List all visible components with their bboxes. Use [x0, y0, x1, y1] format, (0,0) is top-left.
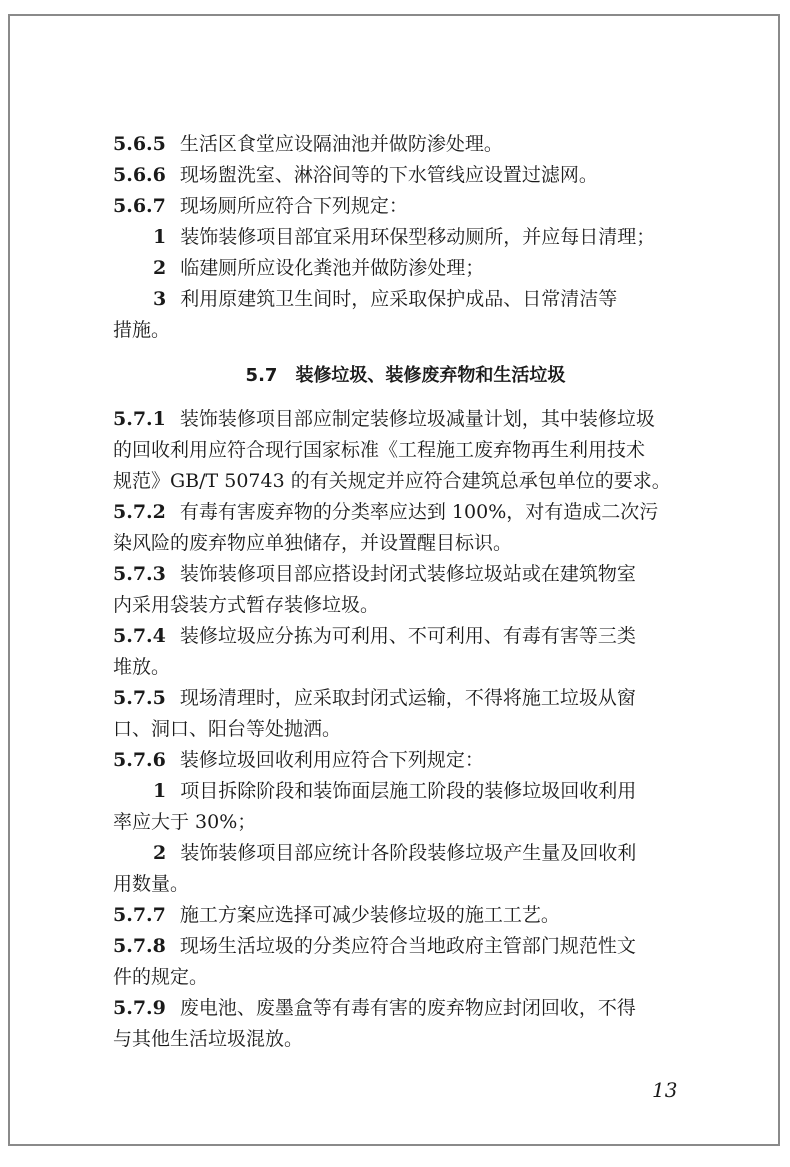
document-page [8, 14, 780, 1146]
clause-5-7-7 [113, 900, 698, 931]
clause-continued: 染风险的废弃物应单独储存，并设置醒目标识。 [113, 532, 513, 554]
clause-5-7-1 [113, 404, 698, 435]
section-heading [113, 352, 698, 400]
clause-number: 5.7.9 [113, 997, 166, 1019]
clause-continued: 内采用袋装方式暂存装修垃圾。 [113, 594, 380, 616]
clause-text: 现场盥洗室、淋浴间等的下水管线应设置过滤网。 [179, 164, 598, 186]
clause-continued: 件的规定。 [113, 966, 209, 988]
clause-5-7-2 [113, 497, 698, 528]
clause-text: 装饰装修项目部应制定装修垃圾减量计划，其中装修垃圾 [179, 408, 655, 430]
clause-text: 现场清理时，应采取封闭式运输，不得将施工垃圾从窗 [179, 687, 636, 709]
clause-number: 5.7.8 [113, 935, 166, 957]
clause-continued: 堆放。 [113, 656, 171, 678]
clause-continued: 口、洞口、阳台等处抛洒。 [113, 718, 342, 740]
list-item-1 [113, 222, 698, 253]
clause-number: 5.7.2 [113, 501, 166, 523]
clause-5-7-5 [113, 683, 698, 714]
clause-number: 5.6.5 [113, 133, 166, 155]
list-item-1 [113, 776, 698, 807]
clause-5-7-8 [113, 931, 698, 962]
clause-number: 5.7.7 [113, 904, 166, 926]
clause-text: 装修垃圾回收利用应符合下列规定： [179, 749, 484, 771]
clause-number: 5.7.5 [113, 687, 166, 709]
clause-5-6-5 [113, 129, 698, 160]
item-text: 临建厕所应设化粪池并做防渗处理； [180, 257, 485, 279]
clause-number: 5.7.6 [113, 749, 166, 771]
clause-text: 废电池、废墨盒等有毒有害的废弃物应封闭回收，不得 [179, 997, 636, 1019]
clause-number: 5.7.4 [113, 625, 166, 647]
list-item-2-continued: 用数量。 [113, 873, 190, 895]
clause-text: 生活区食堂应设隔油池并做防渗处理。 [179, 133, 503, 155]
clause-text: 装饰装修项目部应搭设封闭式装修垃圾站或在建筑物室 [179, 563, 636, 585]
clause-5-7-9 [113, 993, 698, 1024]
clause-text: 装修垃圾应分拣为可利用、不可利用、有毒有害等三类 [179, 625, 636, 647]
clause-5-7-4 [113, 621, 698, 652]
clause-5-7-3 [113, 559, 698, 590]
clause-text: 有毒有害废弃物的分类率应达到 100%，对有造成二次污 [179, 501, 659, 523]
page-content [113, 129, 698, 1055]
item-text: 装饰装修项目部宜采用环保型移动厕所，并应每日清理； [180, 226, 656, 248]
list-item-1-continued: 率应大于 30%； [113, 811, 257, 833]
clause-text: 现场生活垃圾的分类应符合当地政府主管部门规范性文 [179, 935, 636, 957]
item-number: 3 [153, 288, 167, 310]
list-item-2 [113, 838, 698, 869]
clause-text: 现场厕所应符合下列规定： [179, 195, 408, 217]
item-number: 2 [153, 842, 167, 864]
clause-5-6-7 [113, 191, 698, 222]
item-text: 项目拆除阶段和装饰面层施工阶段的装修垃圾回收利用 [180, 780, 637, 802]
clause-continued: 的回收利用应符合现行国家标准《工程施工废弃物再生利用技术 [113, 439, 646, 461]
clause-number: 5.6.6 [113, 164, 166, 186]
item-number: 2 [153, 257, 167, 279]
clause-number: 5.7.3 [113, 563, 166, 585]
item-text: 装饰装修项目部应统计各阶段装修垃圾产生量及回收利 [180, 842, 637, 864]
item-text: 利用原建筑卫生间时，应采取保护成品、日常清洁等 [180, 288, 618, 310]
clause-number: 5.7.1 [113, 408, 166, 430]
clause-continued: 规范》GB/T 50743 的有关规定并应符合建筑总承包单位的要求。 [113, 470, 671, 492]
section-number: 5.7 [245, 365, 278, 386]
item-number: 1 [153, 780, 167, 802]
list-item-3-continued: 措施。 [113, 319, 171, 341]
clause-5-7-6 [113, 745, 698, 776]
clause-number: 5.6.7 [113, 195, 166, 217]
page-number: 13 [652, 1078, 678, 1102]
clause-text: 施工方案应选择可减少装修垃圾的施工工艺。 [179, 904, 560, 926]
clause-continued: 与其他生活垃圾混放。 [113, 1028, 304, 1050]
clause-5-6-6 [113, 160, 698, 191]
item-number: 1 [153, 226, 167, 248]
list-item-2 [113, 253, 698, 284]
section-title: 装修垃圾、装修废弃物和生活垃圾 [295, 365, 566, 386]
list-item-3 [113, 284, 698, 315]
